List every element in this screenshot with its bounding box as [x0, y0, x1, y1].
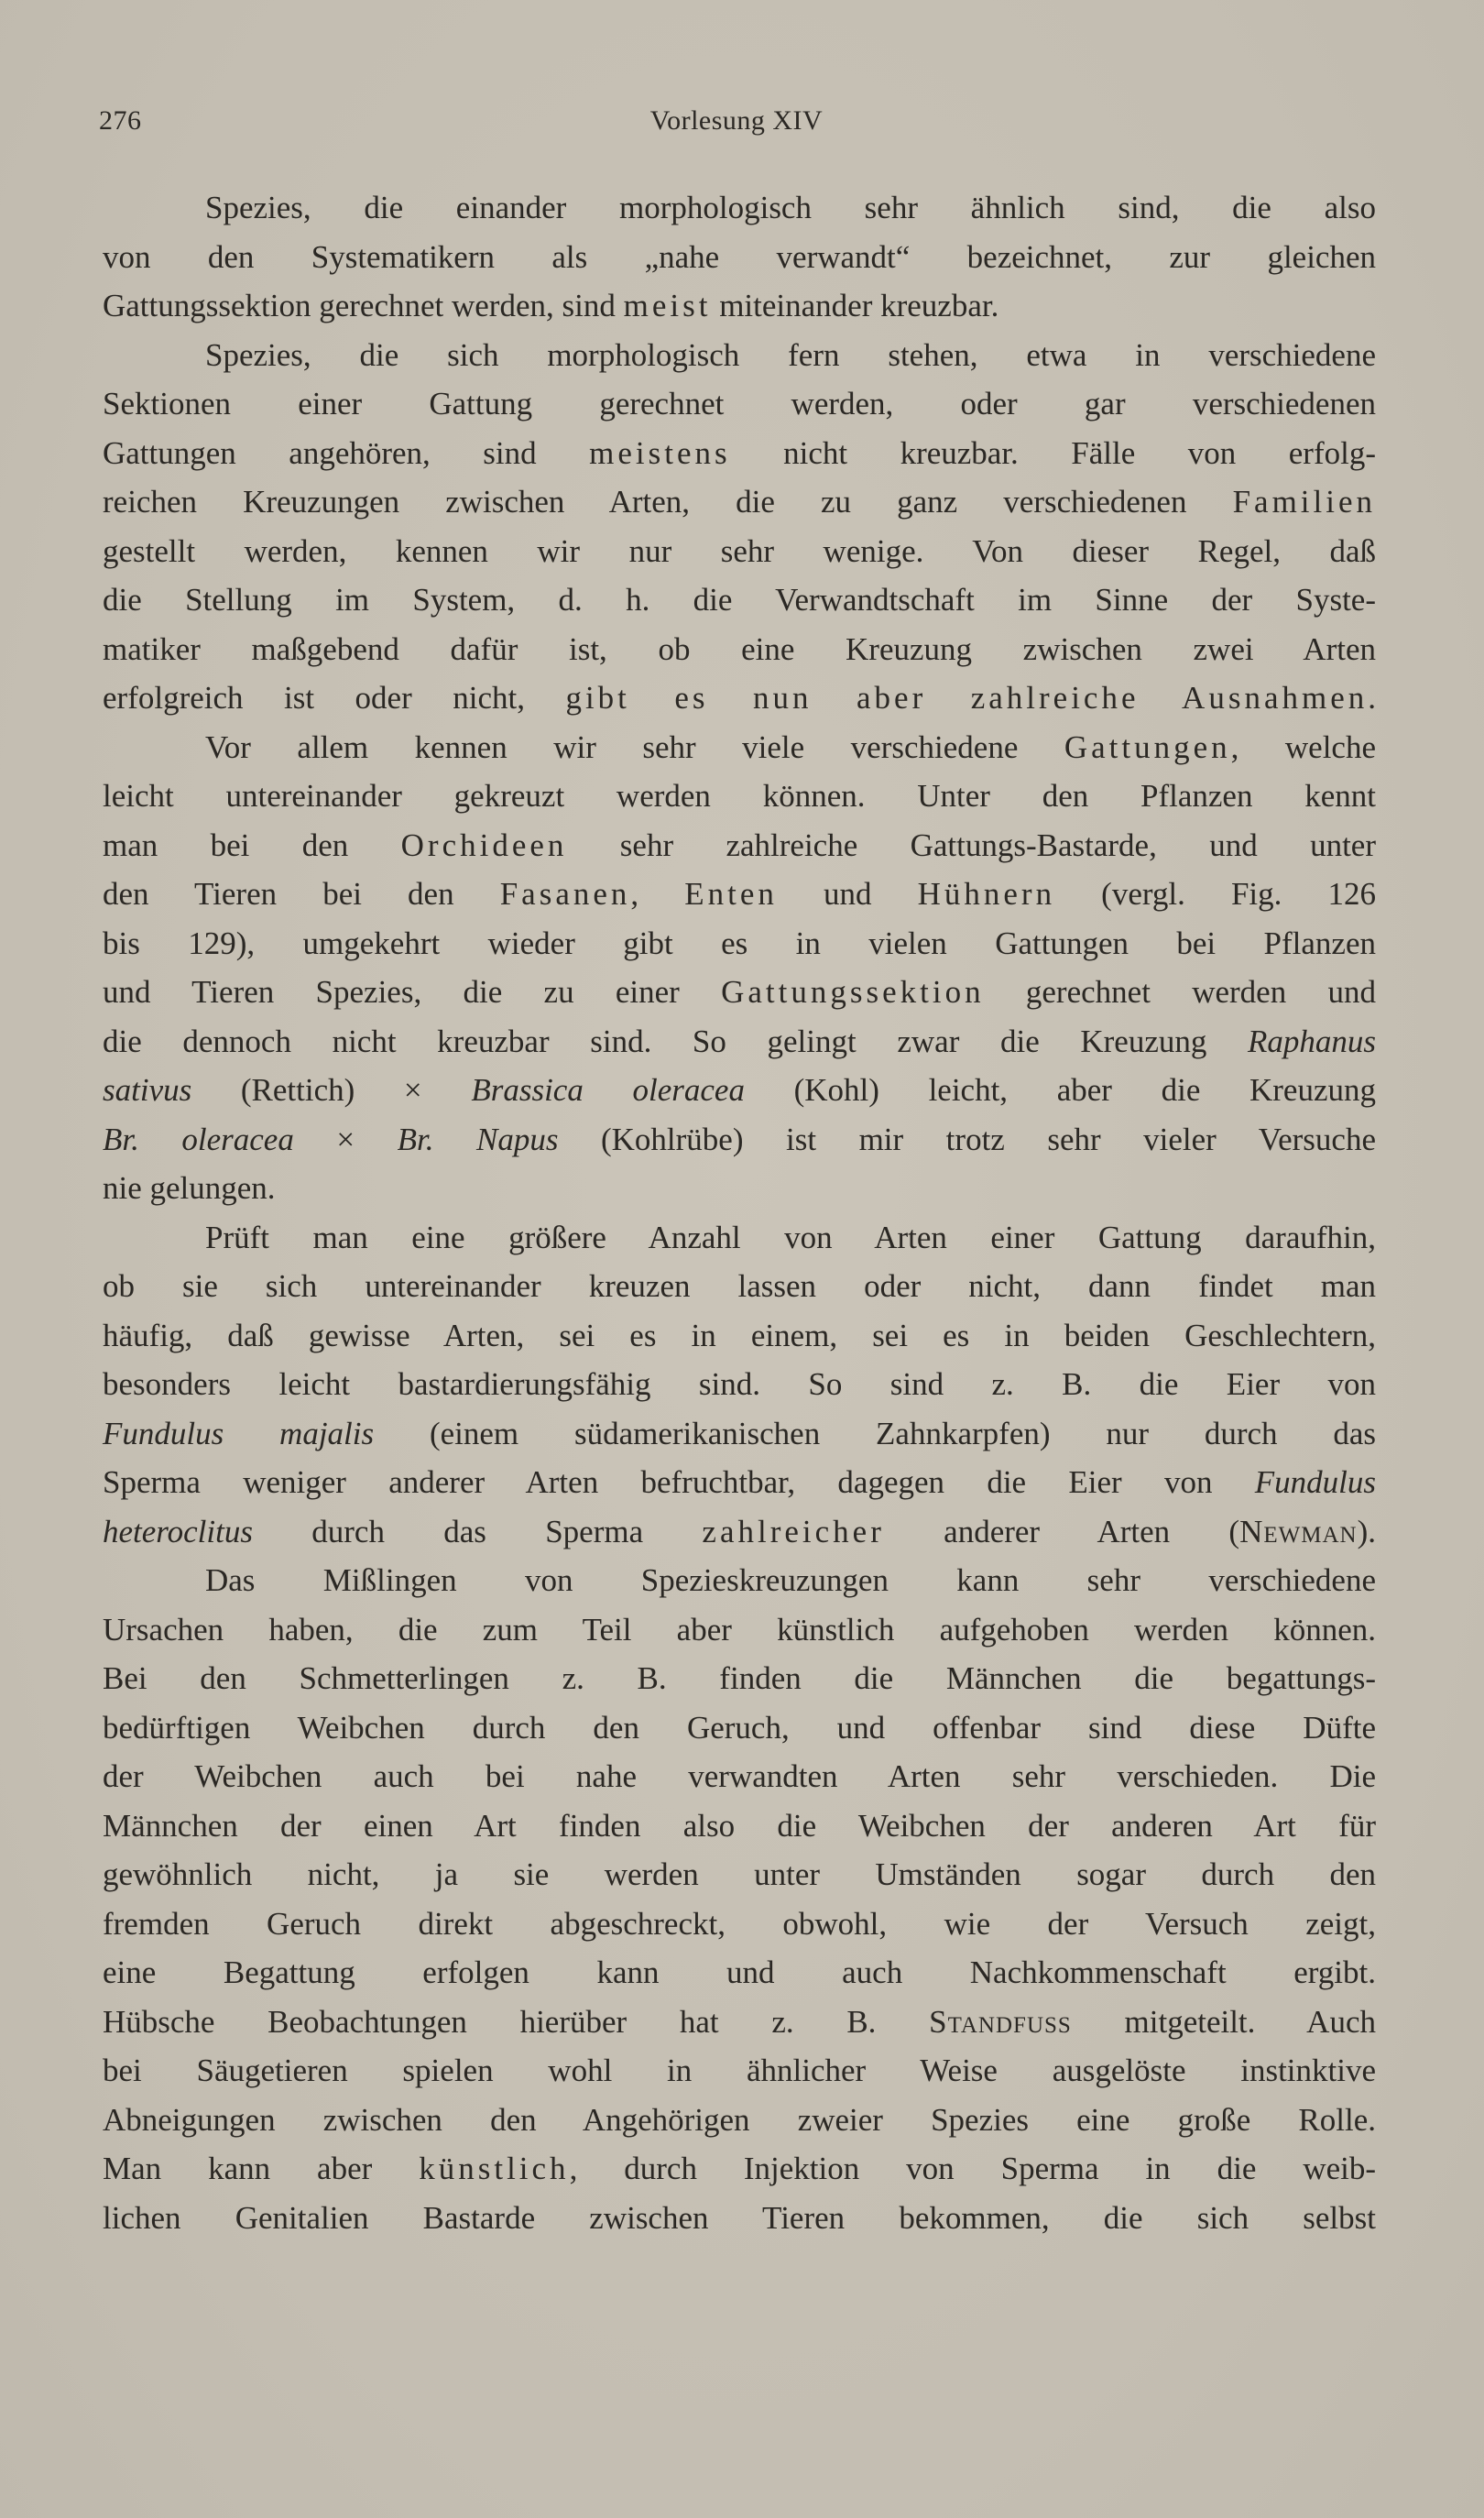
- spaced-emphasis: Hühnern: [917, 876, 1056, 912]
- text-line: Bei den Schmetterlingen z. B. finden die Männchen die begattungs-: [103, 1660, 1376, 1696]
- text-line: Hübsche Beobachtungen hierüber hat z. B. Standfuss mitgeteilt. Auch: [103, 2003, 1376, 2040]
- page-number: 276: [99, 105, 142, 136]
- paragraph: [103, 331, 1376, 723]
- text-line: gestellt werden, kennen wir nur sehr wenige. Von dieser Regel, daß: [103, 532, 1376, 569]
- italic-species-name: Fundulus majalis: [103, 1415, 375, 1451]
- text-line: ob sie sich untereinander kreuzen lassen oder nicht, dann findet man: [103, 1268, 1376, 1304]
- text-line: nie gelungen.: [103, 1170, 276, 1206]
- author-name: Newman: [1239, 1513, 1358, 1549]
- text-line: Spezies, die sich morphologisch fern stehen, etwa in verschiedene: [205, 336, 1376, 373]
- text-line: eine Begattung erfolgen kann und auch Nachkommenschaft ergibt.: [103, 1954, 1376, 1990]
- text-line: der Weibchen auch bei nahe verwandten Arten sehr verschieden. Die: [103, 1758, 1376, 1794]
- text-line: Sektionen einer Gattung gerechnet werden, oder gar verschiedenen: [103, 386, 1376, 421]
- text-line: von den Systematikern als „nahe verwandt“ bezeichnet, zur gleichen: [103, 238, 1376, 275]
- paragraph: [103, 183, 1376, 331]
- author-name: Standfuss: [929, 2003, 1072, 2040]
- running-head: Vorlesung XIV: [649, 105, 824, 136]
- spaced-emphasis: Fasanen: [499, 876, 631, 912]
- text-line: Männchen der einen Art finden also die Weibchen der anderen Art für: [103, 1807, 1376, 1844]
- spaced-emphasis: Gattungen: [1064, 728, 1231, 765]
- paragraph: [103, 723, 1376, 1213]
- text-line: Ursachen haben, die zum Teil aber künstlich aufgehoben werden können.: [103, 1611, 1376, 1648]
- italic-species-name: heteroclitus: [103, 1513, 253, 1549]
- paragraph: [103, 1556, 1376, 2242]
- spaced-emphasis: Enten: [684, 876, 778, 912]
- spaced-emphasis: meistens: [589, 434, 731, 471]
- text-line: leicht untereinander gekreuzt werden können. Unter den Pflanzen kennt: [103, 778, 1376, 814]
- text-line: matiker maßgebend dafür ist, ob eine Kreuzung zwischen zwei Arten: [103, 630, 1376, 667]
- text-line: fremden Geruch direkt abgeschreckt, obwohl, wie der Versuch zeigt,: [103, 1905, 1376, 1942]
- text-line: den Tieren bei den Fasanen, Enten und Hühnern (vergl. Fig. 126: [103, 876, 1377, 912]
- text-line: bedürftigen Weibchen durch den Geruch, und offenbar sind diese Düfte: [103, 1709, 1376, 1746]
- page-header: [99, 103, 1374, 139]
- spaced-emphasis: Gattungssektion: [721, 974, 985, 1010]
- text-line: bis 129), umgekehrt wieder gibt es in vielen Gattungen bei Pflanzen: [103, 925, 1376, 961]
- text-line: gewöhnlich nicht, ja sie werden unter Umständen sogar durch den: [103, 1856, 1376, 1892]
- text-line: Fundulus majalis (einem südamerikanischen Zahnkarpfen) nur durch das: [103, 1415, 1377, 1451]
- text-line: man bei den Orchideen sehr zahlreiche Gattungs-Bastarde, und unter: [103, 827, 1376, 863]
- text-line: besonders leicht bastardierungsfähig sind. So sind z. B. die Eier von: [103, 1366, 1376, 1402]
- spaced-emphasis: zahlreicher: [702, 1513, 885, 1549]
- italic-species-name: Raphanus: [1248, 1023, 1376, 1059]
- text-line: erfolgreich ist oder nicht, gibt es nun aber zahlreiche Ausnahmen.: [103, 680, 1376, 716]
- italic-species-name: Br. oleracea: [103, 1121, 294, 1157]
- spaced-emphasis: Orchideen: [400, 827, 568, 863]
- text-line: Prüft man eine größere Anzahl von Arten einer Gattung daraufhin,: [205, 1219, 1376, 1255]
- text-line: häufig, daß gewisse Arten, sei es in einem, sei es in beiden Geschlechtern,: [103, 1317, 1376, 1353]
- text-line: und Tieren Spezies, die zu einer Gattungssektion gerechnet werden und: [103, 974, 1376, 1010]
- spaced-emphasis: gibt es nun aber zahlreiche Ausnahmen: [565, 680, 1369, 716]
- text-line: die dennoch nicht kreuzbar sind. So gelingt zwar die Kreuzung Raphanus: [103, 1023, 1376, 1059]
- italic-species-name: Fundulus: [1254, 1464, 1376, 1500]
- text-line: Das Mißlingen von Spezieskreuzungen kann sehr verschiedene: [205, 1562, 1376, 1598]
- text-line: die Stellung im System, d. h. die Verwandtschaft im Sinne der Syste-: [103, 582, 1376, 618]
- text-line: Man kann aber künstlich, durch Injektion von Sperma in die weib-: [103, 2151, 1377, 2186]
- text-line: bei Säugetieren spielen wohl in ähnlicher Weise ausgelöste instinktive: [103, 2053, 1376, 2088]
- text-line: sativus (Rettich) × Brassica oleracea (Kohl) leicht, aber die Kreuzung: [103, 1072, 1377, 1108]
- italic-species-name: sativus: [103, 1072, 192, 1108]
- text-line: heteroclitus durch das Sperma zahlreicher anderer Arten (Newman).: [103, 1513, 1376, 1549]
- text-line: Br. oleracea × Br. Napus (Kohlrübe) ist mir trotz sehr vieler Versuche: [103, 1121, 1376, 1157]
- text-line: reichen Kreuzungen zwischen Arten, die zu ganz verschiedenen Familien: [103, 484, 1376, 520]
- text-line: Vor allem kennen wir sehr viele verschiedene Gattungen, welche: [205, 728, 1377, 765]
- text-line: Abneigungen zwischen den Angehörigen zweier Spezies eine große Rolle.: [103, 2101, 1376, 2138]
- italic-species-name: Br. Napus: [397, 1121, 559, 1157]
- spaced-emphasis: meist: [623, 288, 712, 323]
- text-line: Sperma weniger anderer Arten befruchtbar, dagegen die Eier von Fundulus: [103, 1464, 1376, 1500]
- text-line: Spezies, die einander morphologisch sehr ähnlich sind, die also: [205, 190, 1376, 225]
- paragraph: [103, 1213, 1376, 1557]
- spaced-emphasis: Familien: [1232, 484, 1376, 520]
- body-text: [103, 183, 1376, 2242]
- italic-species-name: Brassica oleracea: [471, 1072, 745, 1108]
- text-line: Gattungen angehören, sind meistens nicht kreuzbar. Fälle von erfolg-: [103, 434, 1376, 471]
- spaced-emphasis: künstlich: [419, 2151, 570, 2186]
- text-line: lichen Genitalien Bastarde zwischen Tieren bekommen, die sich selbst: [103, 2199, 1376, 2236]
- text-line: Gattungssektion gerechnet werden, sind meist miteinander kreuzbar.: [103, 288, 999, 323]
